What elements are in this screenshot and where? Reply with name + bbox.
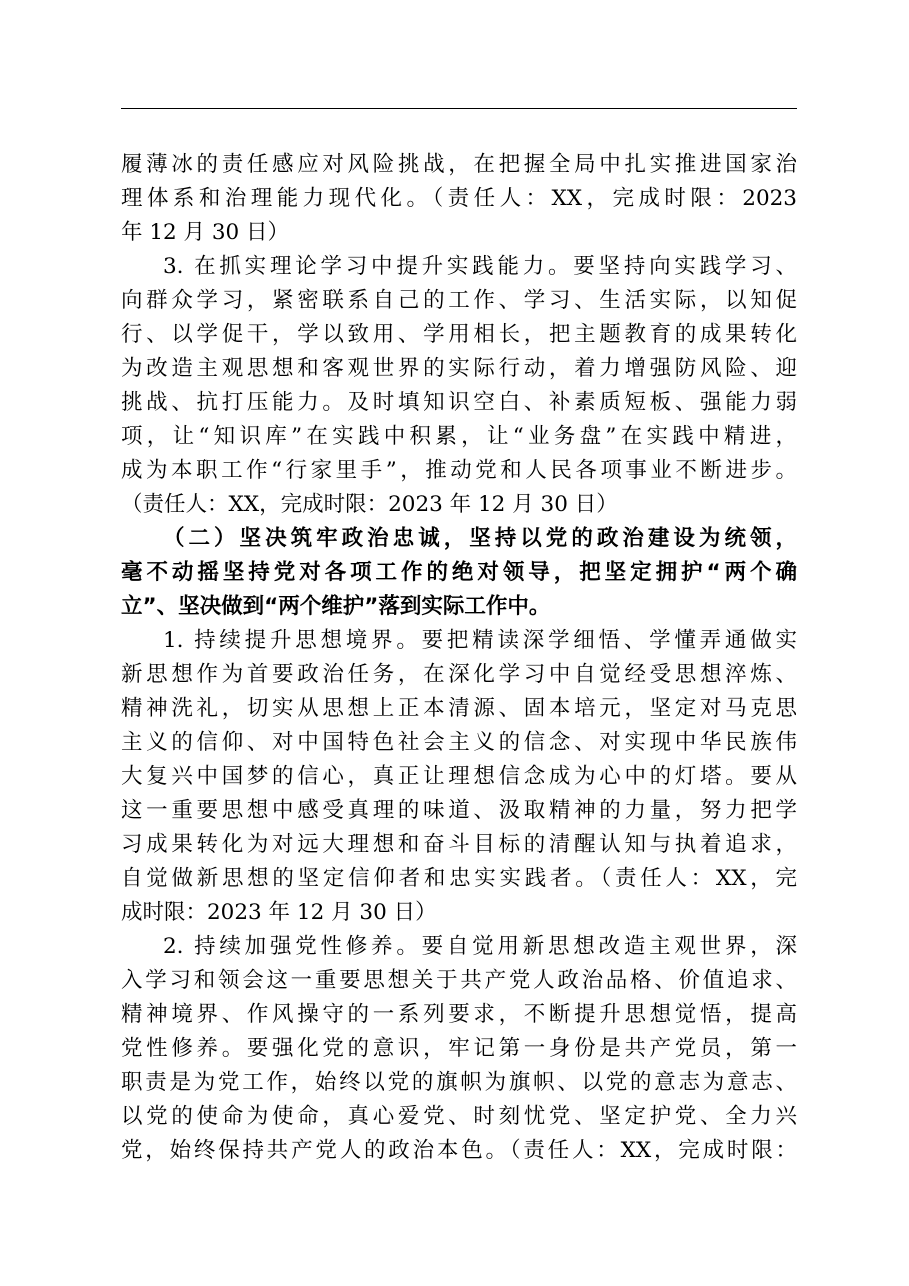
body-line: 3. 在抓实理论学习中提升实践能力。要坚持向实践学习、 [163, 254, 797, 279]
body-line: 以党的使命为使命，真心爱党、时刻忧党、坚定护党、全力兴 [121, 1104, 797, 1129]
section-heading: 毫不动摇坚持党对各项工作的绝对领导，把坚定拥护“两个确 [121, 560, 797, 585]
body-line: 为改造主观思想和客观世界的实际行动，着力增强防风险、迎 [121, 356, 797, 381]
body-line: 履薄冰的责任感应对风险挑战，在把握全局中扎实推进国家治 [121, 152, 797, 177]
body-line: 项，让“知识库”在实践中积累，让“业务盘”在实践中精进， [121, 424, 797, 449]
body-line: 新思想作为首要政治任务，在深化学习中自觉经受思想淬炼、 [121, 662, 797, 687]
body-line: 成时限：2023 年 12 月 30 日） [121, 900, 437, 925]
body-line: 党，始终保持共产党人的政治本色。（责任人：XX，完成时限： [121, 1138, 797, 1163]
section-heading: （二）坚决筑牢政治忠诚，坚持以党的政治建设为统领， [163, 526, 797, 551]
body-line: 党性修养。要强化党的意识，牢记第一身份是共产党员，第一 [121, 1036, 797, 1061]
body-line: 大复兴中国梦的信心，真正让理想信念成为心中的灯塔。要从 [121, 764, 797, 789]
body-line: 职责是为党工作，始终以党的旗帜为旗帜、以党的意志为意志、 [121, 1070, 797, 1095]
body-line: 2. 持续加强党性修养。要自觉用新思想改造主观世界，深 [163, 934, 797, 959]
body-line: 这一重要思想中感受真理的味道、汲取精神的力量，努力把学 [121, 798, 797, 823]
body-line: 行、以学促干，学以致用、学用相长，把主题教育的成果转化 [121, 322, 797, 347]
header-rule [121, 108, 797, 109]
body-line: 习成果转化为对远大理想和奋斗目标的清醒认知与执着追求， [121, 832, 797, 857]
section-heading: 立”、坚决做到“两个维护”落到实际工作中。 [121, 594, 551, 619]
body-line: 成为本职工作“行家里手”，推动党和人民各项事业不断进步。 [121, 458, 797, 483]
body-line: 向群众学习，紧密联系自己的工作、学习、生活实际，以知促 [121, 288, 797, 313]
body-line: 理体系和治理能力现代化。（责任人：XX，完成时限：2023 [121, 186, 797, 211]
body-line: 1. 持续提升思想境界。要把精读深学细悟、学懂弄通做实 [163, 628, 797, 653]
body-line: 挑战、抗打压能力。及时填知识空白、补素质短板、强能力弱 [121, 390, 797, 415]
body-line: 精神洗礼，切实从思想上正本清源、固本培元，坚定对马克思 [121, 696, 797, 721]
body-line: 精神境界、作风操守的一系列要求，不断提升思想觉悟，提高 [121, 1002, 797, 1027]
body-line: 年 12 月 30 日） [121, 220, 290, 245]
body-line: 自觉做新思想的坚定信仰者和忠实实践者。（责任人：XX，完 [121, 866, 797, 891]
body-line: 入学习和领会这一重要思想关于共产党人政治品格、价值追求、 [121, 968, 797, 993]
body-line: 主义的信仰、对中国特色社会主义的信念、对实现中华民族伟 [121, 730, 797, 755]
body-line: （责任人：XX，完成时限：2023 年 12 月 30 日） [121, 492, 618, 517]
